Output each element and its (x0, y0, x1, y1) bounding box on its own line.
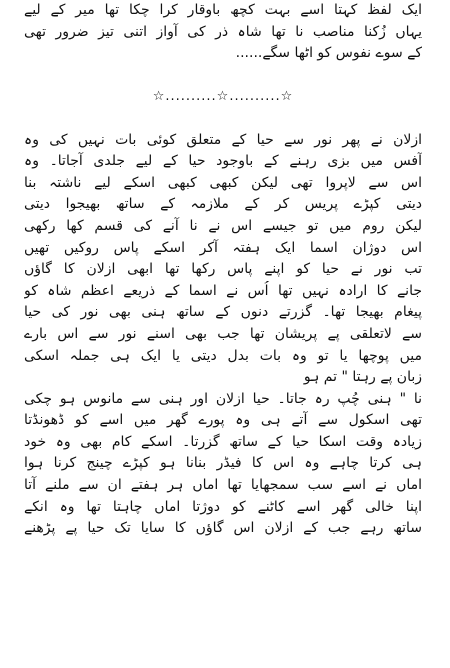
text-line: لیکن روم میں تو جیسے اس نے نا آنے کی قسم کھا رکھی (24, 217, 422, 234)
text-line: آفس میں بزی رہنے کے باوجود حیا کے لیے جلدی آجاتا۔ وہ (24, 153, 422, 170)
star-divider: ☆..........☆..........☆ (152, 89, 294, 105)
text-line: نا " ہنی چُپ رہ جاتا۔ حیا ازلان اور ہنی سے مانوس ہو چکی (24, 390, 422, 407)
text-line: اس سے لاپروا تھی لیکن کبھی کبھی اسکے لیے ناشتہ بنا (24, 174, 422, 191)
blank-line (24, 108, 422, 130)
text-line: تب نور نے حیا کو اپنے پاس رکھا تھا ابھی ازلان کا گاؤں (24, 261, 422, 278)
text-line: دیتی کپڑے پریس کر کے ملازمہ کے ساتھ بھیجوا دیتی (24, 196, 422, 213)
text-line: سے لاتعلقی پے پریشان تھا جب بھی اسنے نور سے اس بارے (24, 325, 422, 342)
text-line: میں پوچھا یا تو وہ بات بدل دیتی یا ایک ہی جملہ اسکی (24, 347, 422, 364)
blank-line (24, 65, 422, 87)
text-line: ایک لفظ کہتا اسے بہت کچھ باوقار کرا چکا تھا میر کے لیے (24, 2, 422, 18)
text-line: یہاں زُکنا مناصب نا تھا شاہ ذر کی آواز اتنی تیز ضرور تھی (24, 23, 422, 40)
text-line: تھی اسکول سے آتے ہی وہ پورے گھر میں اسے کو ڈھونڈتا (24, 412, 422, 429)
text-line: ہی کرتا چاہے وہ اس کا فیڈر بنانا ہو کپڑے چینج کرنا ہوا (24, 455, 422, 472)
text-line: اس دوژان اسما ایک ہفتہ آکر اسکے پاس روکیں تھیں (24, 239, 422, 256)
text-line: اماں نے اسے سب سمجھایا تھا اماں ہر ہفتے ان سے ملنے آتا (24, 477, 422, 494)
text-line: ساتھ رہے جب کے ازلان اس گاؤں کا سایا تک حیا پے پڑھنے (24, 520, 422, 537)
text-line: پیغام بھیجا تھا۔ گزرتے دنوں کے ساتھ ہنی بھی نور کی حیا (24, 304, 422, 321)
text-line: کے سوے نفوس کو اٹھا سگے...... (235, 45, 422, 62)
paragraph-1 (24, 0, 422, 65)
paragraph-2 (24, 130, 422, 540)
text-line: ازلان نے پھر نور سے حیا کے متعلق کوئی بات نہیں کی وہ (24, 131, 422, 148)
text-line: زیادہ وقت اسکا حیا کے ساتھ گزرتا۔ اسکے کام بھی وہ خود (24, 433, 422, 450)
text-line: اپنا خالی گھر اسے کاٹنے کو دوژتا اماں چاہتا تھا وہ انکے (24, 498, 422, 515)
text-line: زبان پے رہتا " تم ہو (303, 369, 422, 386)
text-line: جانے کا ارادہ نہیں تھا اُس نے اسما کے ذریعے اعظم شاہ کو (24, 282, 422, 299)
